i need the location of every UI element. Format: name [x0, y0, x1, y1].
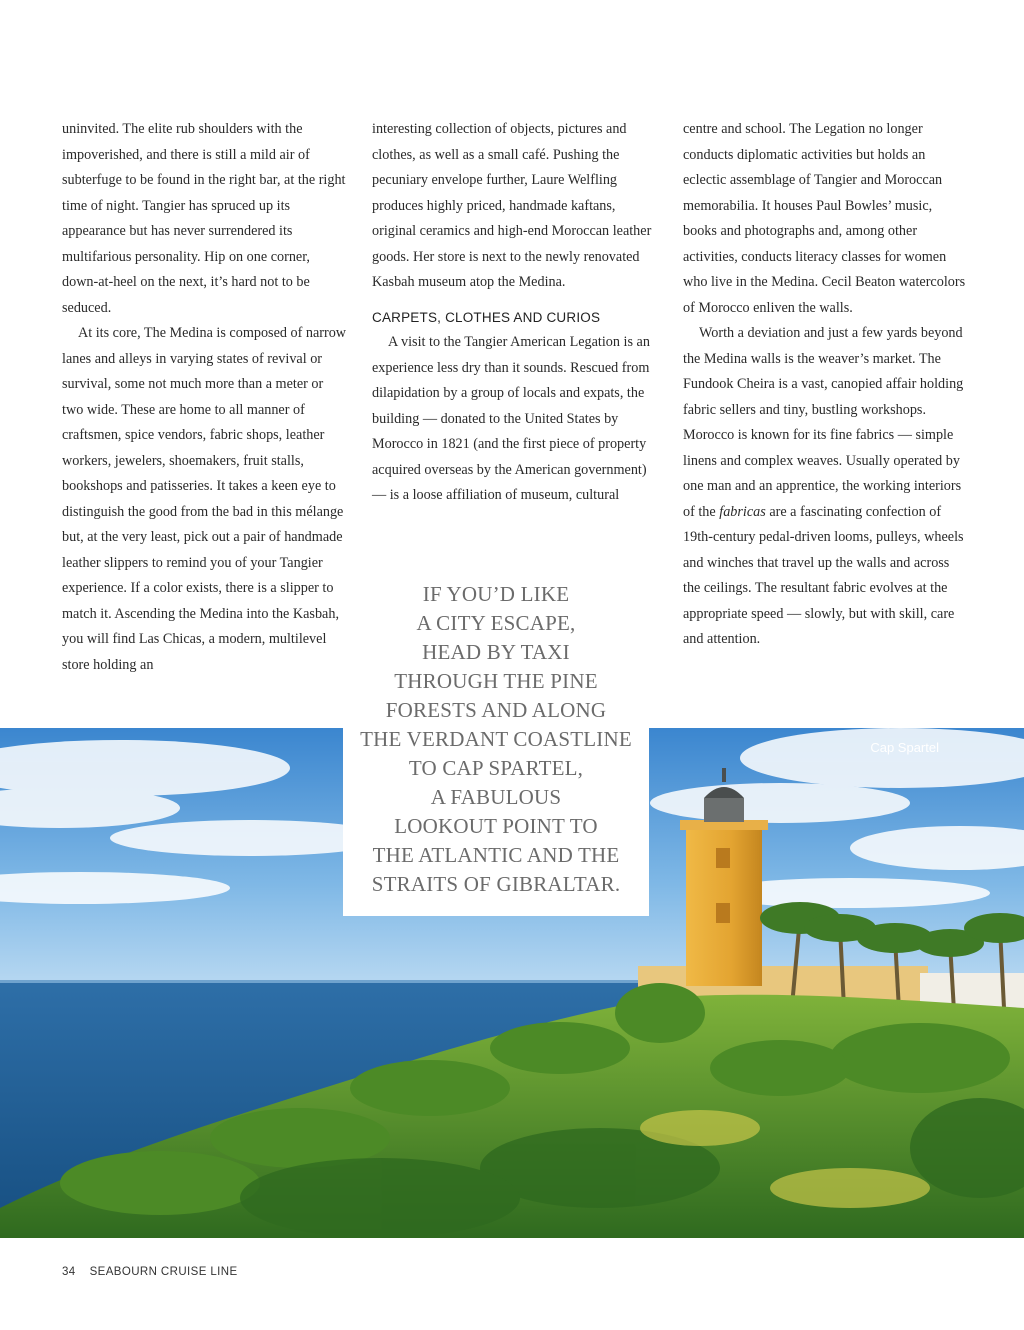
page-footer	[62, 1266, 238, 1278]
publication-name: SEABOURN CRUISE LINE	[89, 1266, 238, 1278]
paragraph	[683, 321, 969, 653]
pull-quote-line: THROUGH THE PINE	[394, 669, 598, 693]
pull-quote-line: TO CAP SPARTEL,	[408, 756, 584, 780]
pull-quote-line: A FABULOUS	[430, 785, 562, 809]
section-subheading: CARPETS, CLOTHES AND CURIOS	[372, 309, 601, 325]
photo-caption: Cap Spartel	[870, 740, 939, 755]
article-column-2	[372, 117, 658, 509]
paragraph: uninvited. The elite rub shoulders with the impoverished, and there is still a mild air of subterfuge to be found in the right bar, at the right time of night. Tangier has spruced up its appearance but has never surrendered its multifarious personality. Hip on one corner, down-at-heel on the next, it’s hard not to be seduced.	[62, 121, 346, 316]
pull-quote-line: IF YOU’D LIKE	[422, 582, 570, 606]
pull-quote-line: A CITY ESCAPE,	[416, 611, 576, 635]
paragraph: centre and school. The Legation no longer conducts diplomatic activities but holds an eclectic assemblage of Tangier and Moroccan memorabilia. It houses Paul Bowles’ music, books and photographs and, among other activities, conducts literacy classes for women who live in the Medina. Cecil Beaton watercolors of Morocco enliven the walls.	[683, 121, 966, 316]
italic-term: fabricas	[719, 503, 766, 520]
paragraph: interesting collection of objects, pictures and clothes, as well as a small café. Pushing the pecuniary envelope further, Laure Welfling produces highly priced, handmade kaftans, original ceramics and high-end Moroccan leather goods. Her store is next to the newly renovated Kasbah museum atop the Medina.	[372, 121, 652, 290]
paragraph: At its core, The Medina is composed of narrow lanes and alleys in varying states of revival or survival, some not much more than a meter or two wide. These are home to all manner of craftsmen, spice vendors, fabric shops, leather workers, jewelers, shoemakers, fruit stalls, bookshops and patisseries. It takes a keen eye to distinguish the good from the bad in this mélange but, at the very least, pick out a pair of handmade leather slippers to remind you of your Tangier experience. If a color exists, there is a slipper to match it. Ascending the Medina into the Kasbah, you will find Las Chicas, a modern, multilevel store holding an	[62, 325, 347, 673]
pull-quote-line: FORESTS AND ALONG	[385, 698, 607, 722]
pull-quote-line: STRAITS OF GIBRALTAR.	[371, 872, 621, 896]
pull-quote-line: HEAD BY TAXI	[422, 640, 570, 664]
paragraph-text: are a fascinating confection of 19th-century pedal-driven looms, pulleys, wheels and winches that travel up the walls and across the ceilings. The resultant fabric evolves at the appropriate speed — slowly, but with skill, care and attention.	[683, 503, 964, 647]
article-column-3	[683, 117, 969, 653]
paragraph-text: Worth a deviation and just a few yards beyond the Medina walls is the weaver’s market. The Fundook Cheira is a vast, canopied affair holding fabric sellers and tiny, bustling workshops. Morocco is known for its fine fabrics — simple linens and complex weaves. Usually operated by one man and an apprentice, the working interiors of the	[683, 325, 964, 520]
article-column-1	[62, 117, 348, 678]
pull-quote	[343, 575, 649, 916]
pull-quote-line: THE VERDANT COASTLINE	[360, 727, 632, 751]
page-number: 34	[62, 1266, 76, 1278]
paragraph: A visit to the Tangier American Legation is an experience less dry than it sounds. Rescued from dilapidation by a group of locals and expats, the building — donated to the United States by Morocco in 1821 (and the first piece of property acquired overseas by the American government) — is a loose affiliation of museum, cultural	[372, 334, 650, 503]
pull-quote-line: LOOKOUT POINT TO	[394, 814, 598, 838]
pull-quote-line: THE ATLANTIC AND THE	[372, 843, 620, 867]
